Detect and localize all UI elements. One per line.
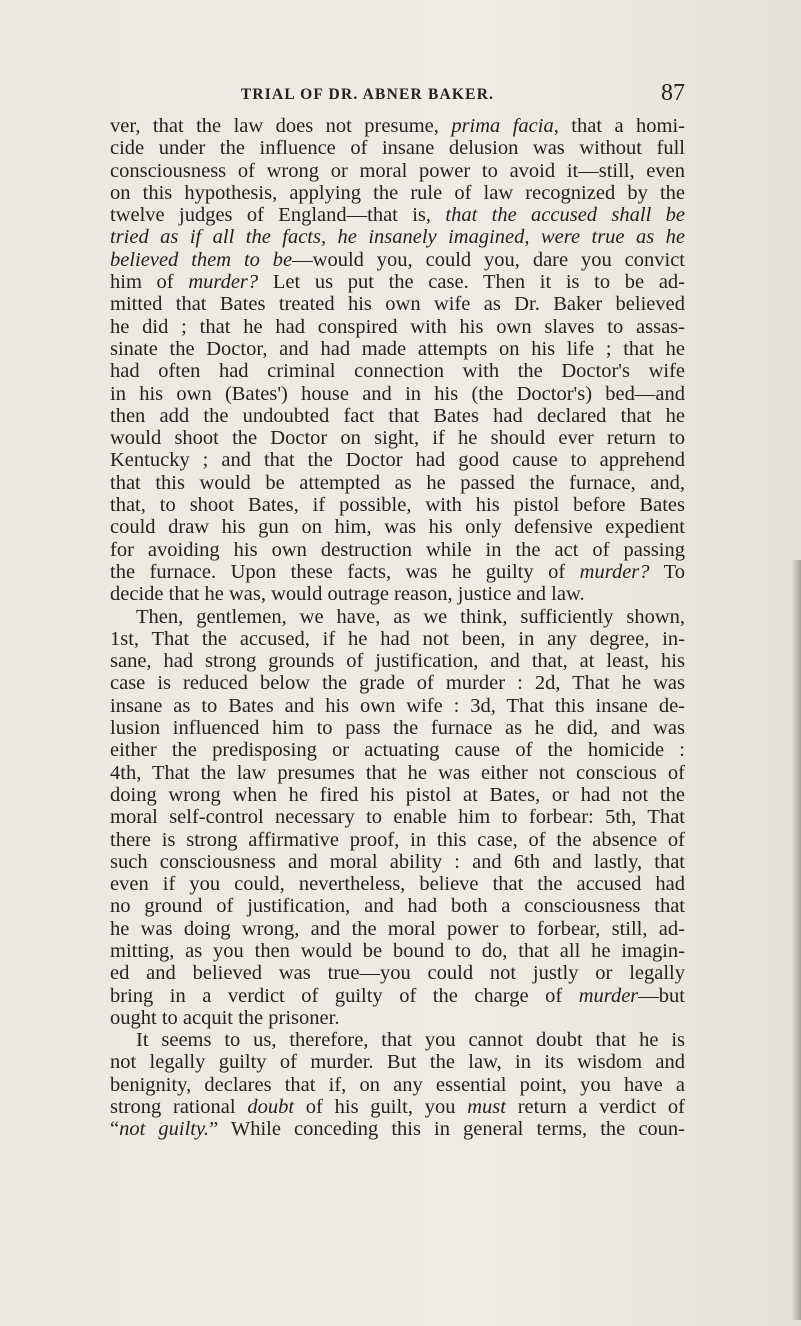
text-line: 1st, That the accused, if he had not been, in any degree, in-: [110, 627, 685, 650]
text-line: moral self-control necessary to enable him to forbear: 5th, That: [110, 806, 685, 829]
page-header: [110, 80, 685, 110]
text-line: consciousness of wrong or moral power to avoid it—still, even: [110, 159, 685, 182]
text-line: that, to shoot Bates, if possible, with his pistol before Bates: [110, 494, 685, 517]
text-line: would shoot the Doctor on sight, if he should ever return to: [110, 427, 685, 450]
text-line: tried as if all the facts, he insanely imagined, were true as he: [110, 226, 685, 249]
text-line: mitting, as you then would be bound to do, that all he imagin-: [110, 939, 685, 962]
text-line: either the predisposing or actuating cause of the homicide :: [110, 739, 685, 762]
text-line: ought to acquit the prisoner.: [110, 1006, 340, 1029]
text-line: believed them to be—would you, could you, dare you convict: [110, 248, 685, 271]
text-line: for avoiding his own destruction while in the act of passing: [110, 538, 685, 561]
text-line: decide that he was, would outrage reason, justice and law.: [110, 583, 585, 606]
text-line: such consciousness and moral ability : and 6th and lastly, that: [110, 850, 685, 873]
text-line: even if you could, nevertheless, believe that the accused had: [110, 873, 685, 896]
text-line: case is reduced below the grade of murder : 2d, That he was: [110, 672, 685, 695]
text-line: had often had criminal connection with the Doctor's wife: [110, 360, 685, 383]
text-line: bring in a verdict of guilty of the charge of murder—but: [110, 984, 685, 1007]
text-line: ver, that the law does not presume, prima facia, that a homi-: [110, 115, 685, 137]
page-number: 87: [661, 80, 685, 106]
text-line: cide under the influence of insane delusion was without full: [110, 137, 685, 160]
text-line: lusion influenced him to pass the furnace as he did, and was: [110, 717, 685, 740]
running-head: TRIAL OF DR. ABNER BAKER.: [240, 86, 495, 103]
text-line: not legally guilty of murder. But the law, in its wisdom and: [110, 1051, 685, 1074]
text-line: then add the undoubted fact that Bates had declared that he: [110, 404, 685, 427]
text-line: him of murder? Let us put the case. Then it is to be ad-: [110, 271, 685, 294]
text-line: “not guilty.” While conceding this in general terms, the coun-: [110, 1118, 685, 1141]
text-line: doing wrong when he fired his pistol at Bates, or had not the: [110, 783, 685, 806]
binding-shadow: [791, 560, 801, 1320]
text-line: Then, gentlemen, we have, as we think, sufficiently shown,: [136, 605, 685, 628]
text-line: twelve judges of England—that is, that the accused shall be: [110, 204, 685, 227]
text-line: sane, had strong grounds of justification, and that, at least, his: [110, 650, 685, 673]
text-line: Kentucky ; and that the Doctor had good cause to apprehend: [110, 449, 685, 472]
text-line: insane as to Bates and his own wife : 3d, That this insane de-: [110, 694, 685, 717]
text-line: no ground of justification, and had both a consciousness that: [110, 895, 685, 918]
text-line: on this hypothesis, applying the rule of law recognized by the: [110, 181, 685, 204]
text-line: sinate the Doctor, and had made attempts on his life ; that he: [110, 337, 685, 360]
text-line: It seems to us, therefore, that you cannot doubt that he is: [136, 1029, 685, 1052]
text-line: there is strong affirmative proof, in this case, of the absence of: [110, 828, 685, 851]
text-line: could draw his gun on him, was his only defensive expedient: [110, 516, 685, 539]
text-line: he was doing wrong, and the moral power to forbear, still, ad-: [110, 917, 685, 940]
text-line: 4th, That the law presumes that he was either not conscious of: [110, 761, 685, 784]
text-line: he did ; that he had conspired with his own slaves to assas-: [110, 315, 685, 338]
text-line: in his own (Bates') house and in his (the Doctor's) bed—and: [110, 382, 685, 405]
text-line: benignity, declares that if, on any essential point, you have a: [110, 1073, 685, 1096]
text-line: ed and believed was true—you could not justly or legally: [110, 962, 685, 985]
text-line: that this would be attempted as he passed the furnace, and,: [110, 471, 685, 494]
text-line: mitted that Bates treated his own wife as Dr. Baker believed: [110, 293, 685, 316]
body-text: [110, 115, 685, 1141]
text-line: the furnace. Upon these facts, was he guilty of murder? To: [110, 560, 685, 583]
text-line: strong rational doubt of his guilt, you must return a verdict of: [110, 1096, 685, 1119]
